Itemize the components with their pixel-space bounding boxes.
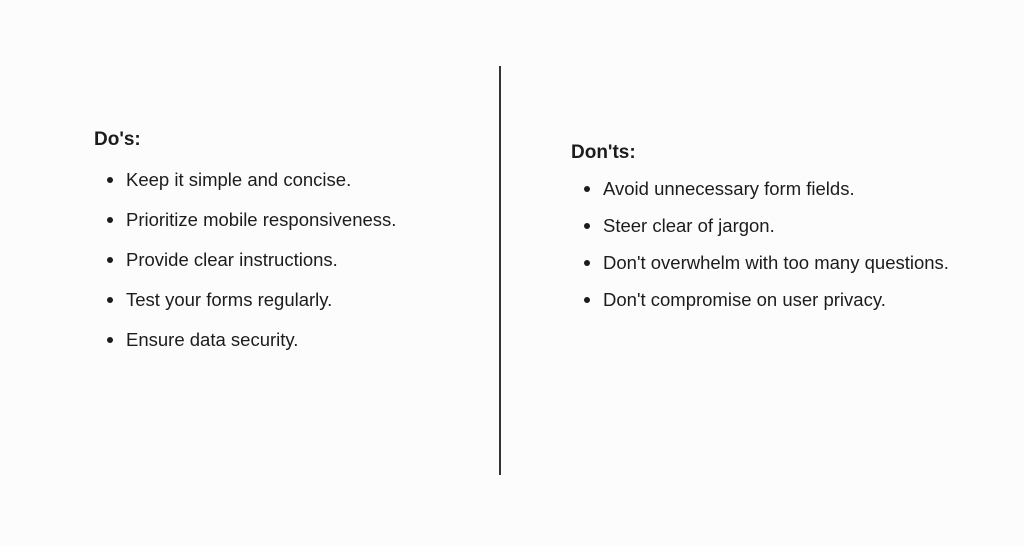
donts-column	[571, 141, 949, 325]
donts-list	[571, 177, 949, 312]
vertical-divider	[499, 66, 501, 475]
dos-column	[94, 128, 396, 368]
list-item: Don't compromise on user privacy.	[571, 288, 949, 312]
list-item: Ensure data security.	[94, 328, 396, 352]
list-item: Steer clear of jargon.	[571, 214, 949, 238]
dos-heading: Do's:	[94, 129, 141, 150]
dos-list	[94, 168, 396, 352]
list-item: Keep it simple and concise.	[94, 168, 396, 192]
list-item: Avoid unnecessary form fields.	[571, 177, 949, 201]
list-item: Test your forms regularly.	[94, 288, 396, 312]
list-item: Don't overwhelm with too many questions.	[571, 251, 949, 275]
donts-heading: Don'ts:	[571, 142, 636, 163]
list-item: Provide clear instructions.	[94, 248, 396, 272]
list-item: Prioritize mobile responsiveness.	[94, 208, 396, 232]
